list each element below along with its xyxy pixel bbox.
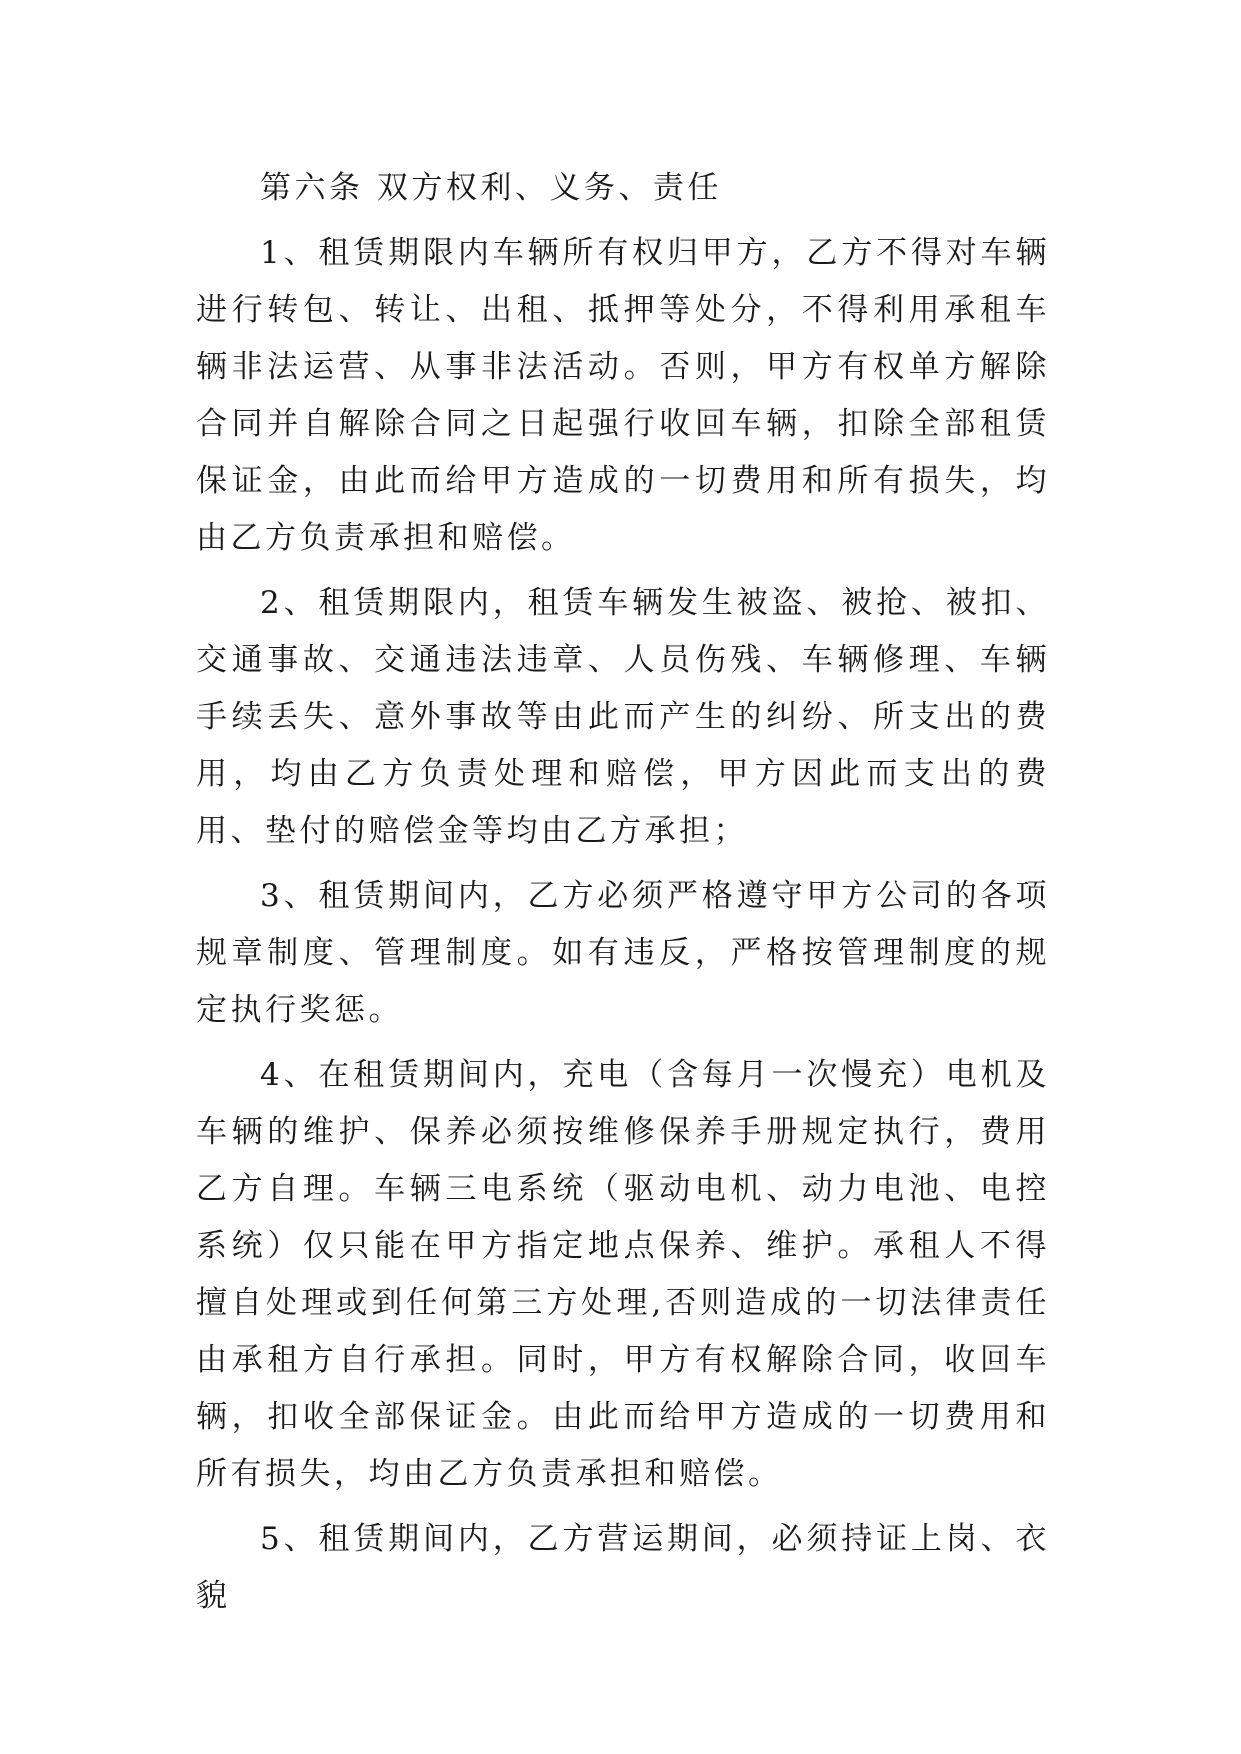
article-heading: 第六条 双方权利、义务、责任 (260, 170, 722, 206)
clause-4: 4、在租赁期间内，充电（含每月一次慢充）电机及车辆的维护、保养必须按维修保养手册规定执行，费用乙方自理。车辆三电系统（驱动电机、动力电池、电控系统）仅只能在甲方指定地点保养、维护。承租人不得擅自处理或到任何第三方处理,否则造成的一切法律责任由承租方自行承担。同时，甲方有权解除合同，收回车辆，扣收全部保证金。由此而给甲方造成的一切费用和所有损失，均由乙方负责承担和赔偿。 (196, 1057, 1050, 1492)
clause-5: 5、租赁期间内，乙方营运期间，必须持证上岗、衣貌 (196, 1521, 1050, 1614)
document-page (196, 160, 1050, 1625)
clause-1: 1、租赁期限内车辆所有权归甲方，乙方不得对车辆进行转包、转让、出租、抵押等处分，不得利用承租车辆非法运营、从事非法活动。否则，甲方有权单方解除合同并自解除合同之日起强行收回车辆，扣除全部租赁保证金，由此而给甲方造成的一切费用和所有损失，均由乙方负责承担和赔偿。 (196, 235, 1050, 556)
clause-2: 2、租赁期限内，租赁车辆发生被盗、被抢、被扣、交通事故、交通违法违章、人员伤残、车辆修理、车辆手续丢失、意外事故等由此而产生的纠纷、所支出的费用，均由乙方负责处理和赔偿，甲方因此而支出的费用、垫付的赔偿金等均由乙方承担； (196, 585, 1050, 849)
clause-3: 3、租赁期间内，乙方必须严格遵守甲方公司的各项规章制度、管理制度。如有违反，严格按管理制度的规定执行奖惩。 (196, 878, 1050, 1028)
